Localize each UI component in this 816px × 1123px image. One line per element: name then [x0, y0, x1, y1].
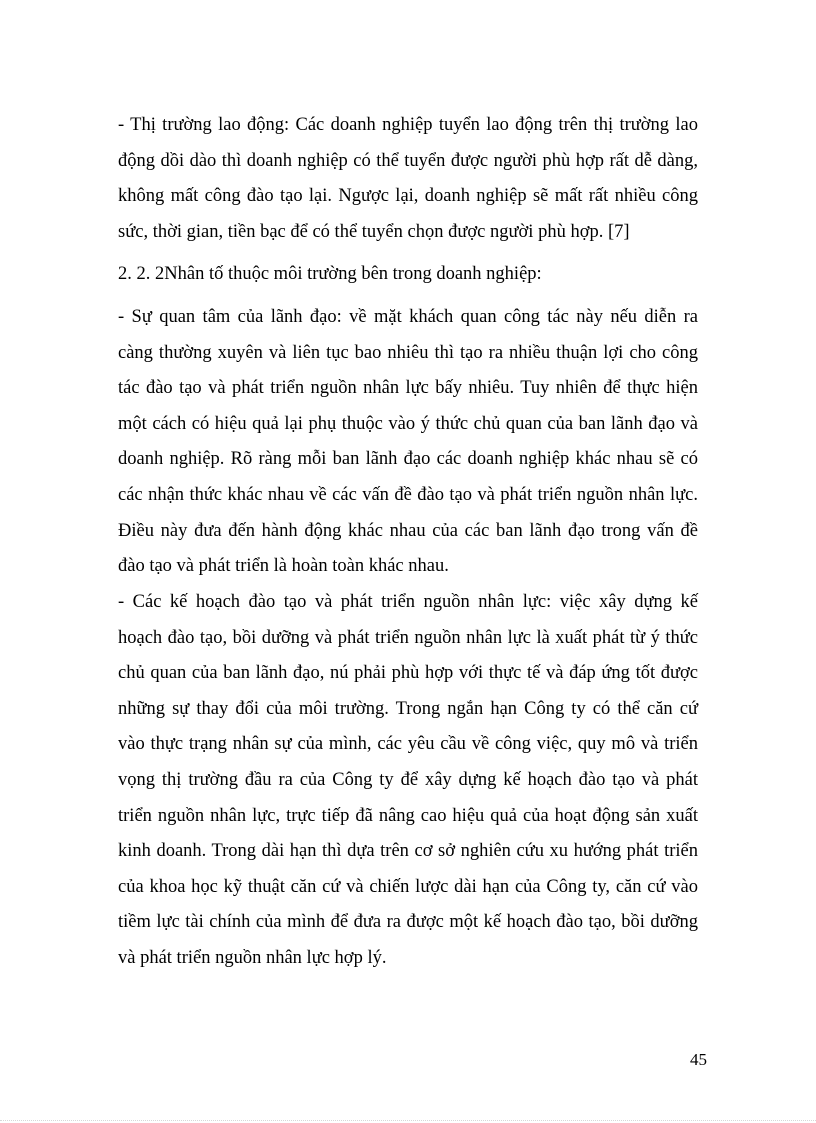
text-line: vào thực trạng nhân sự của mình, các yêu cầu về công việc, quy mô và triển [118, 734, 698, 755]
text-line: sức, thời gian, tiền bạc để có thể tuyển chọn được người phù hợp. [7] [118, 221, 630, 242]
text-line: Điều này đưa đến hành động khác nhau của các ban lãnh đạo trong vấn đề [118, 520, 698, 541]
text-line: triển nguồn nhân lực, trực tiếp đã nâng cao hiệu quả của hoạt động sản xuất [118, 805, 698, 826]
text-line: không mất công đào tạo lại. Ngược lại, doanh nghiệp sẽ mất rất nhiều công [118, 186, 698, 207]
text-line: kinh doanh. Trong dài hạn thì dựa trên cơ sở nghiên cứu xu hướng phát triển [118, 841, 698, 862]
text-line: và phát triển nguồn nhân lực hợp lý. [118, 947, 387, 968]
text-line: - Sự quan tâm của lãnh đạo: về mặt khách quan công tác này nếu diễn ra [118, 307, 698, 327]
paragraph-leadership-attention [118, 300, 698, 585]
text-line: những sự thay đổi của môi trường. Trong ngắn hạn Công ty có thể căn cứ [118, 698, 698, 719]
text-line: một cách có hiệu quả lại phụ thuộc vào ý thức chủ quan của ban lãnh đạo và [118, 413, 698, 434]
text-line: tác đào tạo và phát triển nguồn nhân lực bấy nhiêu. Tuy nhiên để thực hiện [118, 378, 698, 399]
text-line: vọng thị trường đầu ra của Công ty để xây dựng kế hoạch đào tạo và phát [118, 769, 698, 790]
text-line: - Các kế hoạch đào tạo và phát triển nguồn nhân lực: việc xây dựng kế [118, 592, 698, 612]
text-line: doanh nghiệp. Rõ ràng mỗi ban lãnh đạo các doanh nghiệp khác nhau sẽ có [118, 449, 698, 470]
page-number: 45 [690, 1050, 707, 1069]
section-heading: 2. 2. 2Nhân tố thuộc môi trường bên trong doanh nghiệp: [118, 264, 542, 284]
paragraph-labor-market [118, 108, 698, 250]
text-line: các nhận thức khác nhau về các vấn đề đào tạo và phát triển nguồn nhân lực. [118, 484, 698, 505]
text-line: tiềm lực tài chính của mình để đưa ra được một kế hoạch đào tạo, bồi dưỡng [118, 912, 698, 933]
paragraph-training-plans [118, 585, 698, 977]
text-line: - Thị trường lao động: Các doanh nghiệp tuyển lao động trên thị trường lao [118, 115, 698, 135]
text-line: động dồi dào thì doanh nghiệp có thể tuyển được người phù hợp rất dễ dàng, [118, 150, 698, 171]
text-line: đào tạo và phát triển là hoàn toàn khác nhau. [118, 556, 449, 577]
text-line: hoạch đào tạo, bồi dưỡng và phát triển nguồn nhân lực là xuất phát từ ý thức [118, 627, 698, 648]
text-line: càng thường xuyên và liên tục bao nhiêu thì tạo ra nhiều thuận lợi cho công [118, 342, 698, 363]
page-bottom-divider [0, 1120, 816, 1121]
text-line: chủ quan của ban lãnh đạo, nú phải phù hợp với thực tế và đáp ứng tốt được [118, 663, 698, 684]
text-line: của khoa học kỹ thuật căn cứ và chiến lược dài hạn của Công ty, căn cứ vào [118, 876, 698, 897]
